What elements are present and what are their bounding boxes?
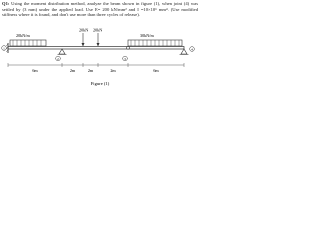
udl-left-label: 20kN/m [16,33,30,38]
beam-diagram [0,28,200,89]
udl-right-arrows [131,40,179,46]
point-load-2-arrowhead [97,43,100,47]
figure-caption: Figure (1) [90,81,110,86]
span-2-label: 2m [69,68,76,73]
point-load-2-label: 20kN [93,28,103,33]
udl-left-arrows [13,40,41,46]
span-1-label: 6m [32,68,38,73]
beam [8,47,184,50]
hinge-3 [127,46,130,49]
question-body: Using the moment distribution method, analyze the beam shown in figure (1), when joint (4) was settled by (3 mm) under the applied load. Use E= 200 kN/mm² and I =10×10⁶ mm⁴. (Use modified stiffness where it is found, and don't use more than three cycles of release). [2,1,198,18]
point-load-1-label: 20kN [79,28,89,33]
pin-support-4 [181,49,187,54]
point-load-1-arrowhead [82,43,85,47]
span-3-label: 2m [87,68,94,73]
beam-figure [0,28,200,89]
span-4-label: 2m [110,68,116,73]
joint-4-label: 4 [191,47,193,52]
joint-3-label: 3 [124,56,126,61]
question-label: Q1: [2,1,10,6]
question-text-block [2,1,198,18]
joint-1-label: 1 [3,46,5,51]
span-5-label: 6m [153,68,159,73]
udl-left-box [10,40,46,46]
udl-right-label: 30kN/m [140,33,154,38]
joint-2-label: 2 [57,56,59,61]
pin-support-2 [59,49,65,54]
